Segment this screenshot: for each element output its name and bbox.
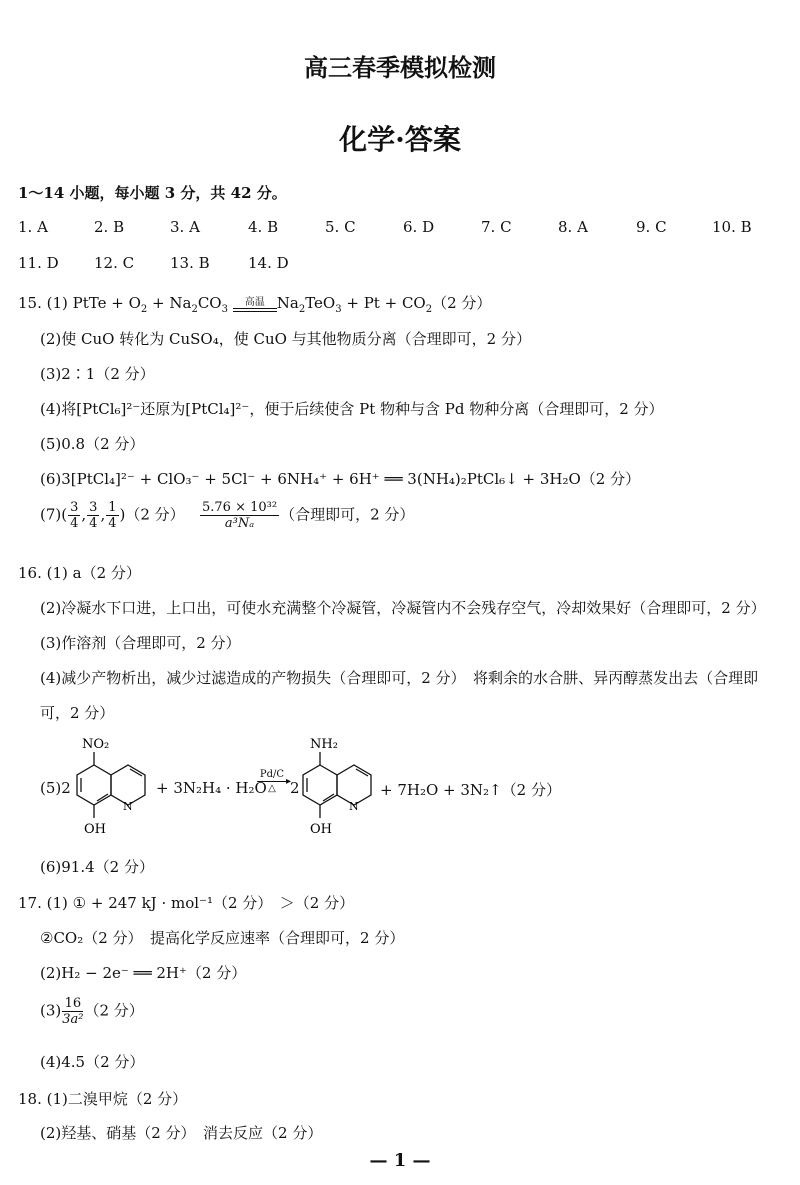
q15-line7: (7)( $\frac{3}{4}$ , $\frac{3}{4}$ , $\frac{1}{4}$ )（2 分） $\frac{\text{5.76 × 10³²}}{\text{a³Nₐ}}$ （合理即可，2 分）	[40, 500, 415, 531]
reaction-arrow	[233, 297, 277, 312]
q15-line6: (6)3[PtCl₄]²⁻ + ClO₃⁻ + 5Cl⁻ + 6NH₄⁺ + 6H⁺ ══ 3(NH₄)₂PtCl₆↓ + 3H₂O（2 分）	[40, 470, 641, 488]
text: )（2 分）	[119, 505, 185, 524]
q16-line3: (3)作溶剂（合理即可，2 分）	[40, 634, 241, 652]
mc-answer: 5. C	[325, 218, 356, 236]
fraction	[87, 500, 99, 531]
fraction	[62, 996, 83, 1027]
mc-answer: 7. C	[481, 218, 512, 236]
denominator: 4	[89, 516, 98, 531]
q17-line1: 17. (1) ① + 247 kJ · mol⁻¹（2 分） ＞（2 分）	[18, 894, 355, 912]
q16-coeff: 2	[290, 779, 300, 797]
q16-line4: (4)减少产物析出，减少过滤造成的产物损失（合理即可，2 分） 将剩余的水合肼、异丙醇蒸发出去（合理即	[40, 669, 759, 687]
q15-line4: (4)将[PtCl₆]²⁻还原为[PtCl₄]²⁻，便于后续使含 Pt 物种与含 Pd 物种分离（合理即可，2 分）	[40, 400, 664, 418]
text: (3)	[40, 1001, 62, 1020]
text: (7)(	[40, 505, 68, 524]
nitro-label: NO₂	[82, 737, 110, 752]
q16-line5-prefix: (5)2	[40, 779, 71, 797]
q16-line4-cont: 可，2 分）	[40, 704, 115, 722]
denominator: a³Nₐ	[224, 516, 255, 531]
nitro-quinolinol-structure	[64, 730, 154, 840]
text: TeO	[305, 294, 336, 312]
catalyst-label: Pd/C	[259, 769, 285, 780]
hydroxyl-label: OH	[310, 822, 332, 837]
mc-answer: 12. C	[94, 254, 135, 272]
mc-answer: 9. C	[636, 218, 667, 236]
q17-line3: (2)H₂ − 2e⁻ ══ 2H⁺（2 分）	[40, 964, 247, 982]
mc-answer: 3. A	[170, 218, 200, 236]
amino-label: NH₂	[310, 737, 338, 752]
text: Na	[276, 294, 299, 312]
text: （2 分）	[84, 1001, 144, 1020]
mc-answer: 6. D	[403, 218, 435, 236]
q15-line1: 15. (1) PtTe + $O_2 + Na_2CO_3$ 高温 $Na_2TeO_3 + Pt + CO_2(2$ 分）	[18, 294, 492, 315]
q16-line5-products: + 7H₂O + 3N₂↑（2 分）	[380, 781, 561, 799]
text: + Pt + CO	[341, 294, 426, 312]
q16-line5-reagent: + 3N₂H₄ · H₂O	[156, 779, 267, 797]
heat-label: △	[268, 783, 276, 794]
text: + Na	[147, 294, 192, 312]
text: （2 分）	[432, 294, 492, 312]
q17-line2: ②CO₂（2 分） 提高化学反应速率（合理即可，2 分）	[40, 929, 405, 947]
fraction	[68, 500, 80, 531]
fraction	[106, 500, 118, 531]
numerator: 1	[108, 500, 117, 515]
text: CO	[197, 294, 222, 312]
hydroxyl-label: OH	[84, 822, 106, 837]
q16-line1: 16. (1) a（2 分）	[18, 564, 141, 582]
condition-label: 高温	[244, 296, 265, 308]
numerator: 3	[70, 500, 79, 515]
mc-answer: 11. D	[18, 254, 59, 272]
nitrogen-atom: N	[349, 800, 359, 813]
exam-title: 高三春季模拟检测	[304, 53, 496, 82]
mc-answer: 14. D	[248, 254, 289, 272]
mc-answer: 1. A	[18, 218, 48, 236]
answer-title: 化学·答案	[339, 123, 461, 156]
page-number: — 1 —	[369, 1150, 431, 1171]
q18-line2: (2)羟基、硝基（2 分） 消去反应（2 分）	[40, 1124, 323, 1142]
mc-answer: 8. A	[558, 218, 588, 236]
q15-line2: (2)使 CuO 转化为 CuSO₄，使 CuO 与其他物质分离（合理即可，2 分）	[40, 330, 531, 348]
q17-line4	[40, 996, 144, 1027]
numerator: 5.76 × 10³²	[202, 500, 278, 515]
q15-line5: (5)0.8（2 分）	[40, 435, 145, 453]
text: （合理即可，2 分）	[280, 505, 415, 524]
denominator: 4	[70, 516, 79, 531]
mc-answer: 13. B	[170, 254, 210, 272]
mc-answer: 10. B	[712, 218, 752, 236]
mc-answer: 2. B	[94, 218, 125, 236]
pd-arrow: Pd/C ▸ △	[257, 769, 287, 794]
nitrogen-atom: N	[123, 800, 133, 813]
q18-line1: 18. (1)二溴甲烷（2 分）	[18, 1090, 188, 1108]
text: 15. (1) PtTe + O	[18, 294, 141, 312]
denominator: 4	[108, 516, 117, 531]
numerator: 3	[89, 500, 98, 515]
amino-quinolinol-structure	[290, 730, 380, 840]
q17-line5: (4)4.5（2 分）	[40, 1053, 145, 1071]
denominator: 3a²	[62, 1012, 84, 1027]
fraction	[200, 500, 279, 531]
q16-line6: (6)91.4（2 分）	[40, 858, 154, 876]
numerator: 16	[62, 996, 83, 1012]
mc-answer: 4. B	[248, 218, 279, 236]
q16-line2: (2)冷凝水下口进，上口出，可使水充满整个冷凝管，冷凝管内不会残存空气，冷却效果好（合理即可，2 分）	[40, 599, 766, 617]
mc-intro: 1～14 小题，每小题 3 分，共 42 分。	[18, 184, 287, 202]
q15-line3: (3)2∶1（2 分）	[40, 365, 155, 383]
